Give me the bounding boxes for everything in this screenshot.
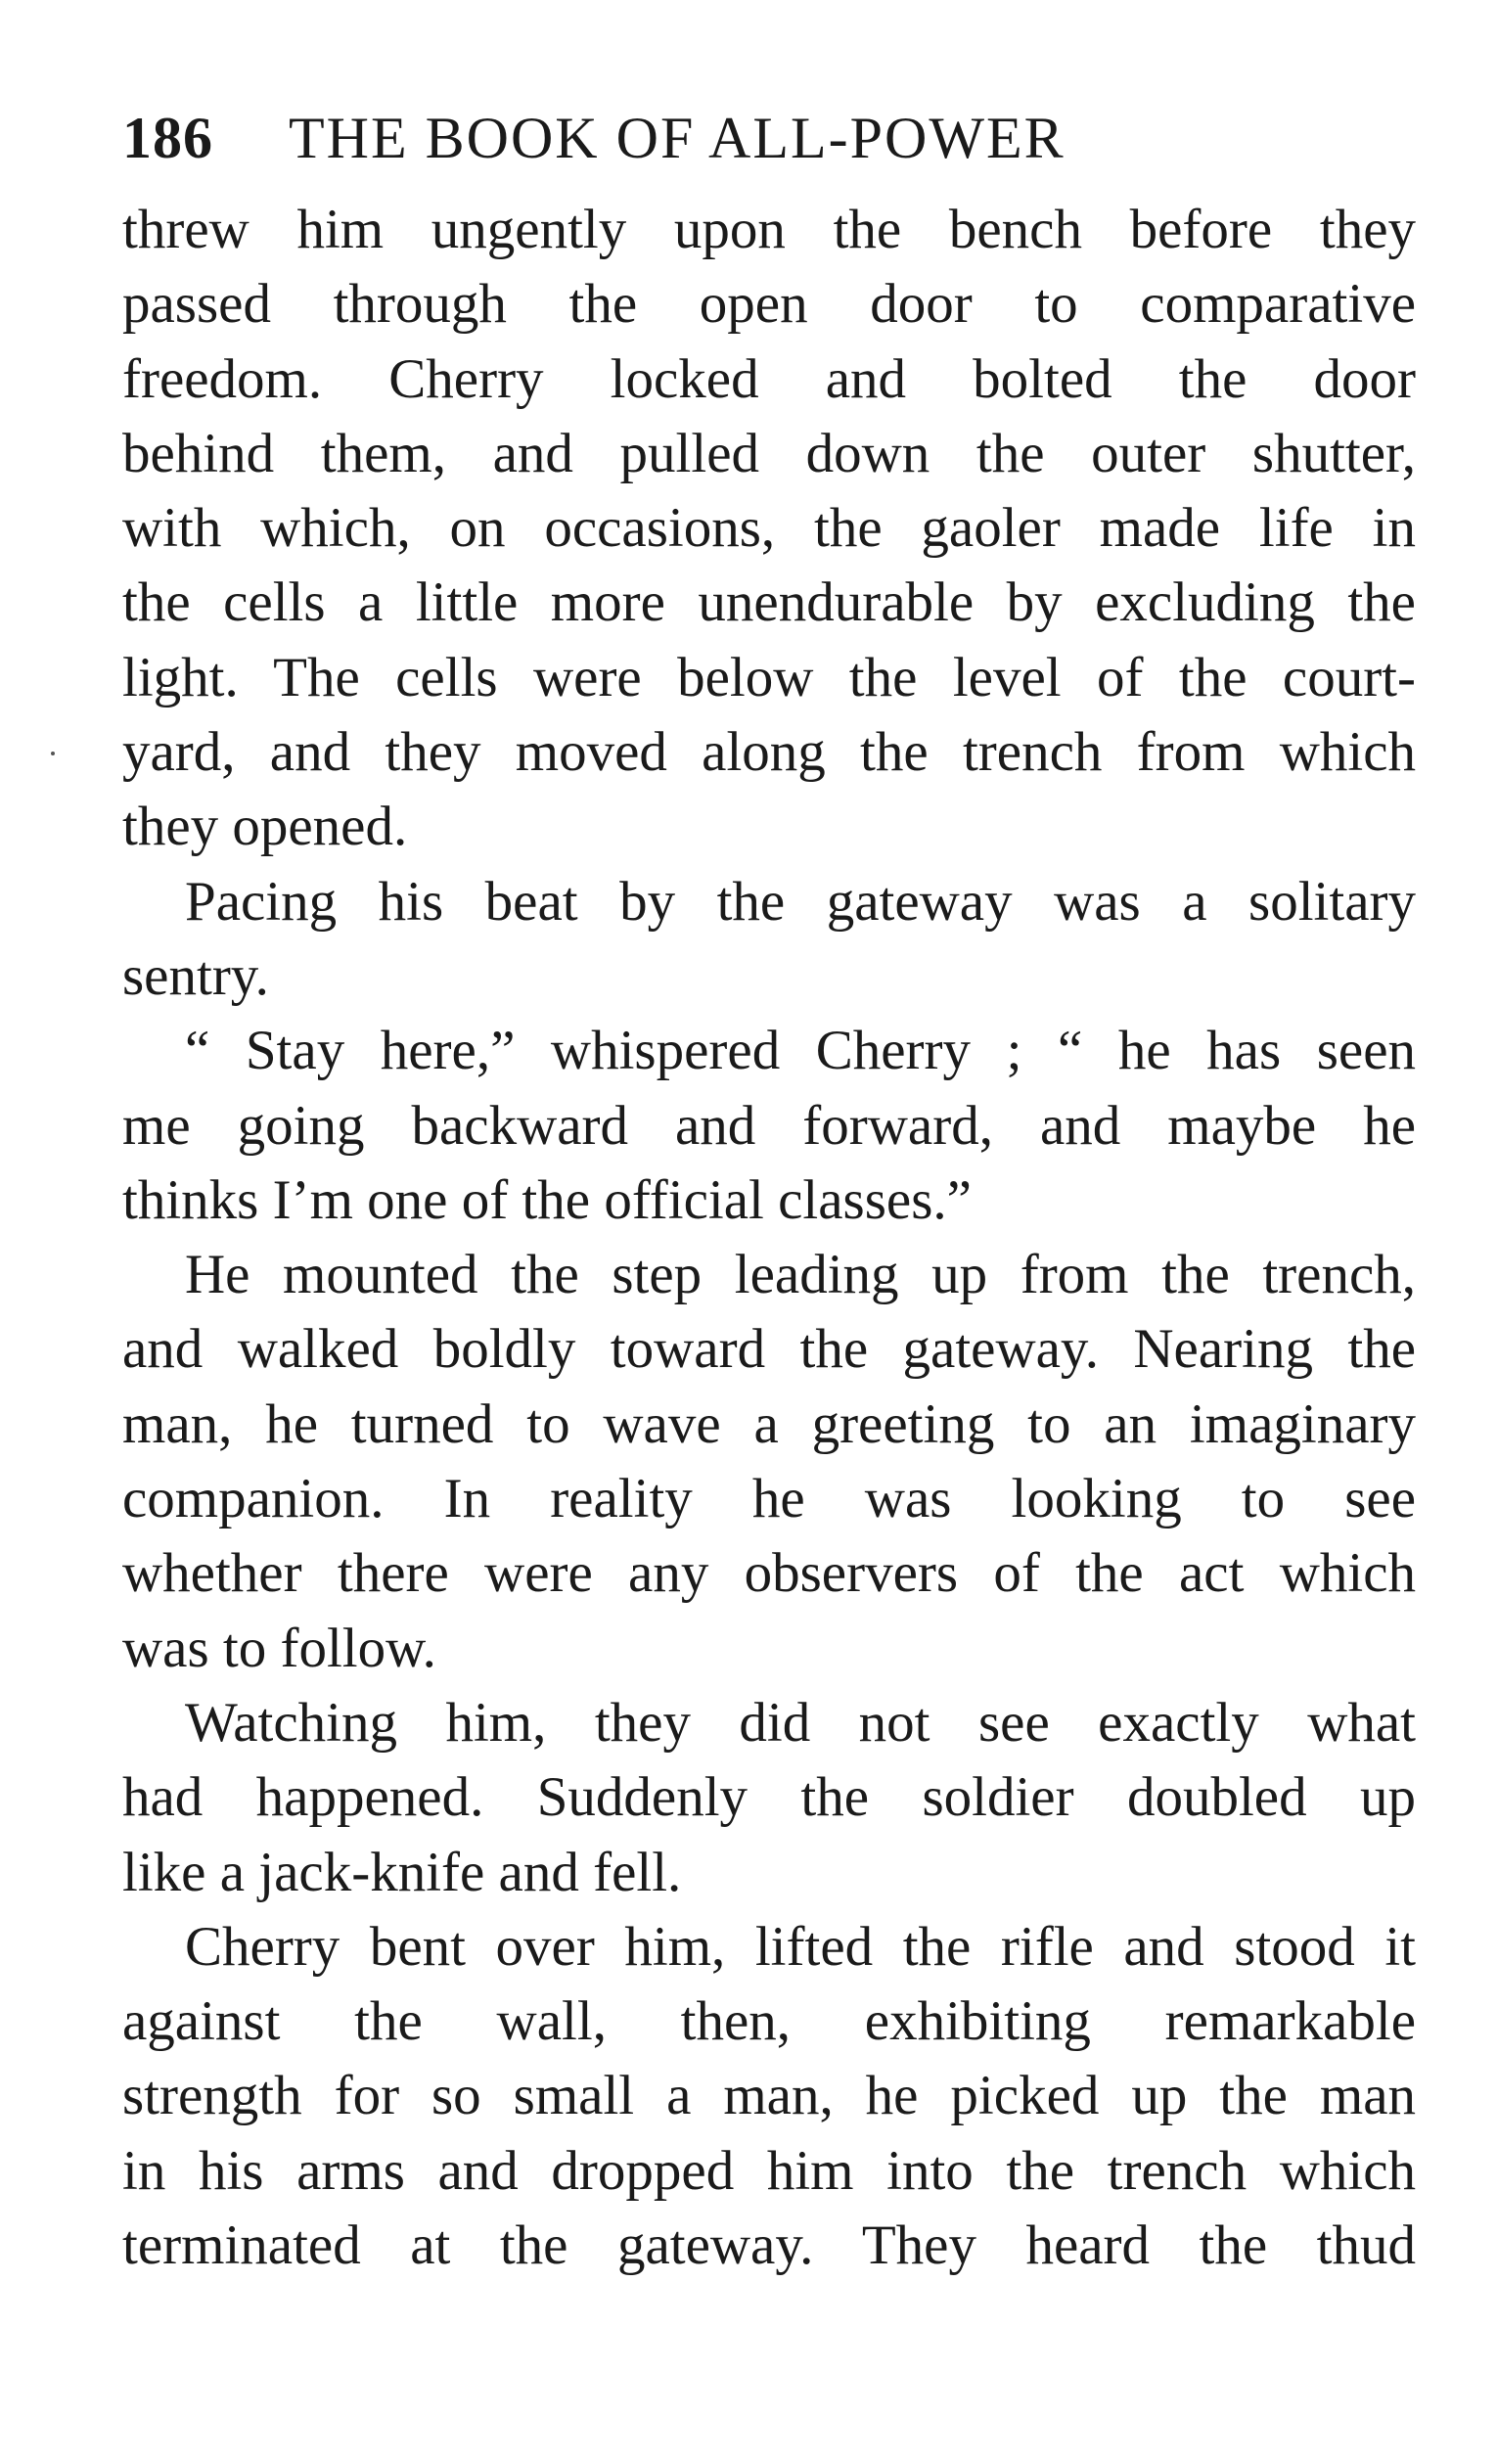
text-line: whether there were any observers of the act which — [122, 1542, 1416, 1605]
text-line: Cherry bent over him, lifted the rifle and stood it — [185, 1915, 1416, 1978]
text-line: passed through the open door to comparative — [122, 273, 1416, 336]
print-speck — [51, 752, 55, 755]
text-line: threw him ungently upon the bench before they — [122, 199, 1416, 260]
paragraph — [122, 1686, 1416, 1910]
text-line: with which, on occasions, the gaoler made life in — [122, 497, 1416, 560]
text-line: and walked boldly toward the gateway. Nearing the — [122, 1318, 1416, 1381]
text-line: me going backward and forward, and maybe he — [122, 1094, 1416, 1157]
text-line: Watching him, they did not see exactly what — [185, 1691, 1416, 1754]
paragraph — [122, 193, 1416, 865]
text-line: thinks I’m one of the official classes.” — [122, 1168, 972, 1231]
text-line: had happened. Suddenly the soldier doubled up — [122, 1766, 1416, 1829]
running-head — [122, 93, 1416, 183]
text-line: Pacing his beat by the gateway was a solitary — [185, 870, 1416, 933]
text-line: they opened. — [122, 796, 408, 858]
body-text — [122, 193, 1416, 2283]
text-line: light. The cells were below the level of the court- — [122, 646, 1416, 708]
paragraph — [122, 1238, 1416, 1686]
running-title: THE BOOK OF ALL-POWER — [289, 106, 1066, 170]
text-line: terminated at the gateway. They heard the thud — [122, 2214, 1416, 2277]
book-page — [122, 93, 1416, 2283]
text-line: “ Stay here,” whispered Cherry ; “ he has seen — [185, 1020, 1416, 1082]
text-line: freedom. Cherry locked and bolted the door — [122, 347, 1416, 410]
text-line: man, he turned to wave a greeting to an imaginary — [122, 1392, 1416, 1455]
text-line: the cells a little more unendurable by excluding the — [122, 571, 1416, 634]
text-line: strength for so small a man, he picked up the man — [122, 2065, 1416, 2127]
text-line: yard, and they moved along the trench from which — [122, 721, 1416, 784]
text-line: was to follow. — [122, 1617, 436, 1679]
text-line: sentry. — [122, 944, 269, 1007]
text-line: He mounted the step leading up from the trench, — [185, 1244, 1416, 1306]
text-line: in his arms and dropped him into the trench which — [122, 2139, 1416, 2202]
text-line: like a jack-knife and fell. — [122, 1841, 682, 1903]
text-line: behind them, and pulled down the outer shutter, — [122, 422, 1416, 484]
text-line: companion. In reality he was looking to see — [122, 1468, 1416, 1530]
paragraph — [122, 865, 1416, 1015]
page-number: 186 — [122, 106, 213, 170]
paragraph — [122, 1910, 1416, 2283]
text-line: against the wall, then, exhibiting remarkable — [122, 1990, 1416, 2053]
paragraph — [122, 1014, 1416, 1238]
